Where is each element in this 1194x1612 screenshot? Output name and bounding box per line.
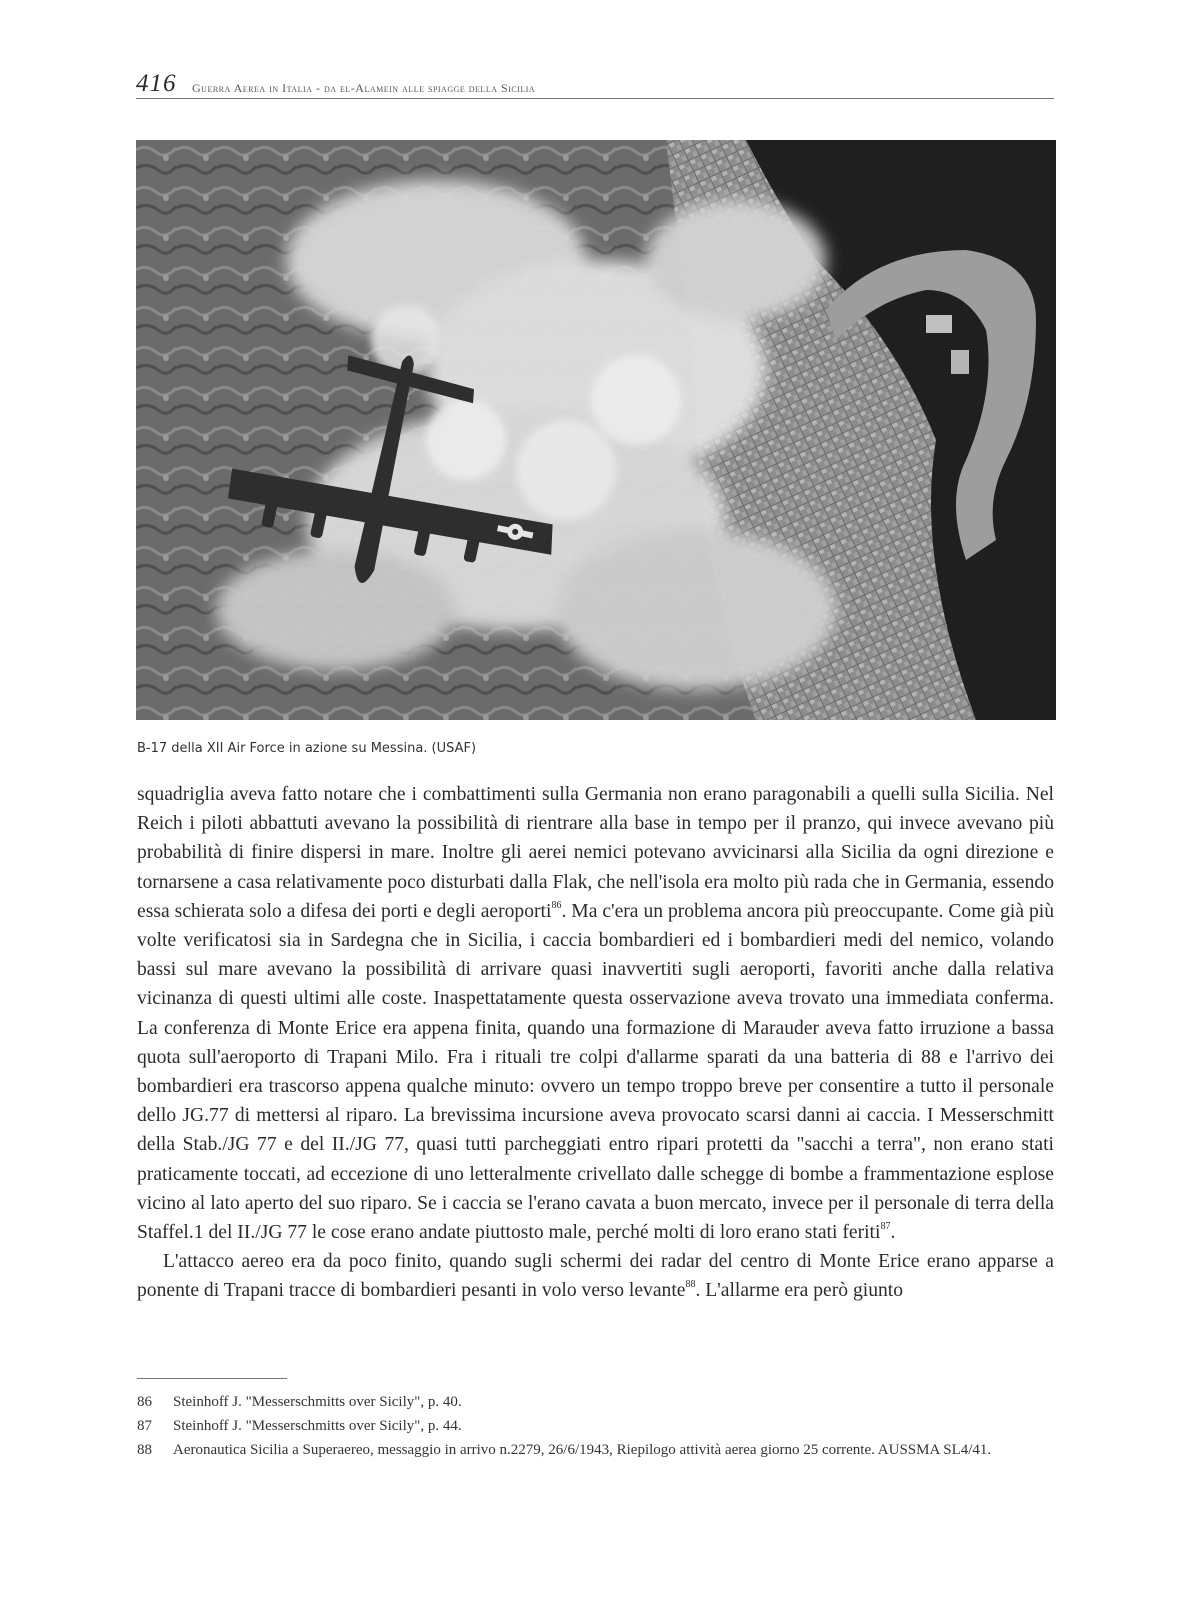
footnote-number: 87 xyxy=(137,1418,152,1434)
paragraph-text: . L'allarme era però giunto xyxy=(695,1280,904,1302)
footnote-divider xyxy=(137,1378,287,1379)
page-number: 416 xyxy=(136,70,177,97)
footnote-text: Steinhoff J. "Messerschmitts over Sicily", p. 40. xyxy=(173,1394,462,1410)
aerial-photo xyxy=(136,140,1056,720)
body-text xyxy=(137,780,1054,1306)
running-header xyxy=(136,70,1054,99)
aerial-photo-drawing xyxy=(136,140,1056,720)
footnote-number: 88 xyxy=(137,1442,152,1458)
footnote xyxy=(137,1414,1054,1438)
footnote-number: 86 xyxy=(137,1394,152,1410)
paragraph xyxy=(137,780,1054,1247)
paragraph-text: . xyxy=(890,1222,896,1244)
footnote-ref[interactable]: 87 xyxy=(880,1221,891,1233)
footnote-text: Steinhoff J. "Messerschmitts over Sicily", p. 44. xyxy=(173,1418,462,1434)
footnote-ref[interactable]: 86 xyxy=(551,899,562,911)
footnote xyxy=(137,1390,1054,1414)
footnote-text: Aeronautica Sicilia a Superaereo, messaggio in arrivo n.2279, 26/6/1943, Riepilogo attività aerea giorno 25 corrente. AUSSMA SL4/41. xyxy=(173,1442,992,1458)
figure-caption: B-17 della XII Air Force in azione su Messina. (USAF) xyxy=(137,741,477,756)
paragraph-text: . Ma c'era un problema ancora più preoccupante. Come già più volte verificatosi sia in Sardegna che in Sicilia, i caccia bombardieri ed i bombardieri medi del nemico, volando bassi sul mare avevano la possibilità di arrivare quasi inavvertiti sugli aeroporti, favoriti anche dalla relativa vicinanza di questi ultimi alle coste. Inaspettatamente questa osservazione aveva trovato una immediata conferma. La conferenza di Monte Erice era appena finita, quando una formazione di Marauder aveva fatto irruzione a bassa quota sull'aeroporto di Trapani Milo. Fra i rituali tre colpi d'allarme sparati da una batteria di 88 e l'arrivo dei bombardieri era trascorso appena qualche minuto: ovvero un tempo troppo breve per consentire a tutto il personale dello JG.77 di mettersi al riparo. La brevissima incursione aveva provocato scarsi danni ai caccia. I Messerschmitt della Stab./JG 77 e del II./JG 77, quasi tutti parcheggiati entro ripari protetti da "sacchi a terra", non erano stati praticamente toccati, ad eccezione di uno letteralmente crivellato dalle schegge di bombe a frammentazione esplose vicino al lato aperto del suo riparo. Se i caccia se l'erano cavata a buon mercato, invece per il personale di terra della Staffel.1 del II./JG 77 le cose erano andate piuttosto male, perché molti di loro erano stati feriti xyxy=(137,900,1054,1244)
paragraph xyxy=(137,1247,1054,1305)
footnote xyxy=(137,1438,1054,1462)
running-title: Guerra Aerea in Italia - da el-Alamein alle spiagge della Sicilia xyxy=(192,81,536,95)
paragraph-text: squadriglia aveva fatto notare che i combattimenti sulla Germania non erano paragonabili a quelli sulla Sicilia. Nel Reich i piloti abbattuti avevano la possibilità di rientrare alla base in tempo per il pranzo, qui invece avevano più probabilità di finire dispersi in mare. Inoltre gli aerei nemici potevano avvicinarsi alla Sicilia da ogni direzione e tornarsene a casa relativamente poco disturbati dalla Flak, che nell'isola era molto più rada che in Germania, essendo essa schierata solo a difesa dei porti e degli aeroporti xyxy=(137,784,1054,922)
footnote-ref[interactable]: 88 xyxy=(685,1279,696,1291)
paragraph-text: L'attacco aereo era da poco finito, quando sugli schermi dei radar del centro di Monte Erice erano apparse a ponente di Trapani tracce di bombardieri pesanti in volo verso levante xyxy=(137,1251,1054,1302)
footnotes xyxy=(137,1390,1054,1462)
